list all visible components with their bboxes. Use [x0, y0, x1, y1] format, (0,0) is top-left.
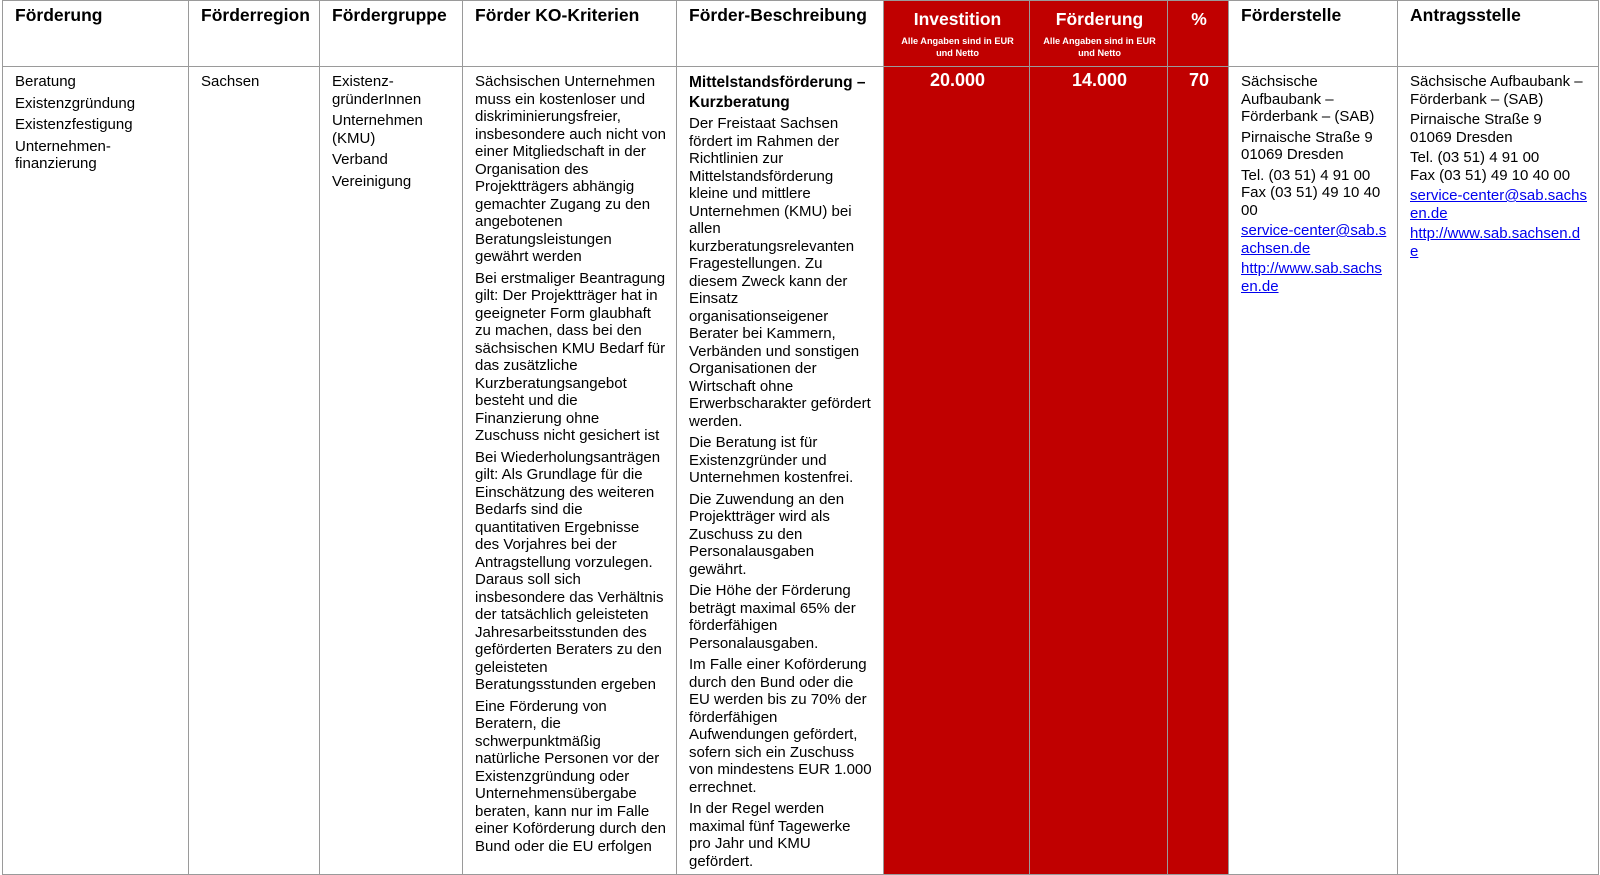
header-foerderung-amount-note: Alle Angaben sind in EUR und Netto: [1043, 36, 1156, 58]
antragsstelle-web-link[interactable]: http://www.sab.sachsen.de: [1410, 225, 1581, 260]
antragsstelle-address: [1410, 111, 1588, 146]
ko-kriterium: Bei Wiederholungsanträgen gilt: Als Grundlage für die Einschätzung des weiteren Bedarfs sind die quantitativen Ergebnisse des Vorjahres bei der Antragstellung vorzulegen. Daraus soll sich insbesondere das Verhältnis der tatsächlich geleisteten Jahresarbeitsstunden des geförderten Beraters zu den geleisteten Beratungsstunden ergeben: [475, 448, 664, 693]
header-investition: [884, 1, 1030, 67]
antragsstelle-street: Pirnaische Straße 9: [1410, 111, 1542, 128]
foerderstelle-street: Pirnaische Straße 9: [1241, 128, 1373, 146]
region-value: Sachsen: [201, 73, 260, 90]
gruppe-item: Unternehmen (KMU): [332, 112, 423, 147]
cell-beschreibung: [677, 67, 884, 875]
antragsstelle-city: 01069 Dresden: [1410, 128, 1513, 146]
header-foerderung: Förderung: [3, 1, 189, 67]
cell-foerderung-amount: 14.000: [1030, 67, 1168, 875]
foerderstelle-email-link[interactable]: service-center@sab.sachsen.de: [1241, 222, 1387, 257]
header-row: [3, 1, 1599, 67]
gruppe-item: Verband: [332, 151, 388, 168]
cell-prozent: 70: [1168, 67, 1229, 875]
header-prozent-label: %: [1191, 9, 1207, 29]
foerderstelle-fax: Fax (03 51) 49 10 40 00: [1241, 184, 1381, 219]
ko-kriterium: Bei erstmaliger Beantragung gilt: Der Projektträger hat in geeigneter Form glaubhaft zu machen, dass bei den sächsischen KMU Bedarf für das zusätzliche Kurzberatungsangebot besteht und die Finanzierung ohne Zuschuss nicht gesichert ist: [475, 269, 666, 444]
foerderstelle-name: Sächsische Aufbaubank – Förderbank – (SAB): [1241, 73, 1375, 125]
gruppe-item: Existenz-gründerInnen: [332, 73, 422, 108]
beschreibung-paragraph: Die Höhe der Förderung beträgt maximal 65% der förderfähigen Personalausgaben.: [689, 582, 856, 652]
table-row: [3, 67, 1599, 875]
header-ko-kriterien: Förder KO-Kriterien: [463, 1, 677, 67]
header-foerderung-amount: [1030, 1, 1168, 67]
cell-region: [189, 67, 320, 875]
gruppe-item: Vereinigung: [332, 172, 412, 190]
foerderstelle-tel: Tel. (03 51) 4 91 00: [1241, 166, 1371, 184]
foerderstelle-phone: [1241, 167, 1387, 220]
beschreibung-paragraph: Der Freistaat Sachsen fördert im Rahmen der Richtlinien zur Mittelstandsförderung kleine und mittlere Unternehmen (KMU) bei allen kurzberatungsrelevanten Fragestellungen. Zu diesem Zweck kann der Einsatz organisationseigener Berater bei Kammern, Verbänden und sonstigen Organisationen der Wirtschaft ohne Erwerbscharakter gefördert werden.: [689, 115, 871, 430]
foerderstelle-web-link[interactable]: http://www.sab.sachsen.de: [1241, 260, 1382, 295]
foerderung-item: Existenzgründung: [15, 94, 136, 112]
beschreibung-paragraph: Die Beratung ist für Existenzgründer und Unternehmen kostenfrei.: [689, 434, 854, 486]
header-foerderstelle: Förderstelle: [1229, 1, 1398, 67]
antragsstelle-fax: Fax (03 51) 49 10 40 00: [1410, 166, 1571, 184]
antragsstelle-name: Sächsische Aufbaubank – Förderbank – (SAB): [1410, 73, 1583, 108]
header-foerdergruppe: Fördergruppe: [320, 1, 463, 67]
header-beschreibung: Förder-Beschreibung: [677, 1, 884, 67]
beschreibung-title: Mittelstandsförderung – Kurzberatung: [689, 74, 866, 111]
cell-antragsstelle: [1398, 67, 1599, 875]
cell-gruppe: [320, 67, 463, 875]
beschreibung-paragraph: In der Regel werden maximal fünf Tagewerke pro Jahr und KMU gefördert.: [689, 800, 851, 870]
header-foerderregion: Förderregion: [189, 1, 320, 67]
funding-table: [2, 0, 1599, 875]
header-investition-note: Alle Angaben sind in EUR und Netto: [901, 36, 1014, 58]
cell-ko-kriterien: [463, 67, 677, 875]
antragsstelle-phone: [1410, 149, 1588, 184]
ko-kriterium: Sächsischen Unternehmen muss ein kostenloser und diskriminierungsfreier, insbesondere auch nicht von einer Mitgliedschaft in der Organisation des Projektträgers abhängig gemachter Zugang zu den angebotenen Beratungsleistungen gewährt werden: [475, 73, 666, 265]
foerderung-item: Unternehmen-finanzierung: [15, 137, 111, 172]
beschreibung-paragraph: Im Falle einer Koförderung durch den Bund oder die EU werden bis zu 70% der förderfähigen Aufwendungen gefördert, sofern sich ein Zuschuss von mindestens EUR 1.000 errechnet.: [689, 656, 872, 796]
header-antragsstelle: Antragsstelle: [1398, 1, 1599, 67]
header-investition-label: Investition: [913, 9, 1002, 29]
foerderung-item: Existenzfestigung: [15, 116, 133, 133]
foerderstelle-address: [1241, 129, 1387, 164]
cell-foerderstelle: [1229, 67, 1398, 875]
foerderstelle-city: 01069 Dresden: [1241, 146, 1344, 163]
header-foerderung-amount-label: Förderung: [1055, 9, 1144, 29]
cell-foerderung: [3, 67, 189, 875]
cell-investition: 20.000: [884, 67, 1030, 875]
header-prozent: [1168, 1, 1229, 67]
antragsstelle-tel: Tel. (03 51) 4 91 00: [1410, 149, 1540, 166]
beschreibung-paragraph: Die Zuwendung an den Projektträger wird als Zuschuss zu den Personalausgaben gewährt.: [689, 490, 845, 578]
ko-kriterium: Eine Förderung von Beratern, die schwerpunktmäßig natürliche Personen vor der Existenzgründung oder Unternehmensübergabe beraten, kann nur im Falle einer Koförderung durch den Bund oder die EU erfolgen: [475, 697, 666, 855]
antragsstelle-email-link[interactable]: service-center@sab.sachsen.de: [1410, 187, 1587, 222]
foerderung-item: Beratung: [15, 73, 76, 90]
